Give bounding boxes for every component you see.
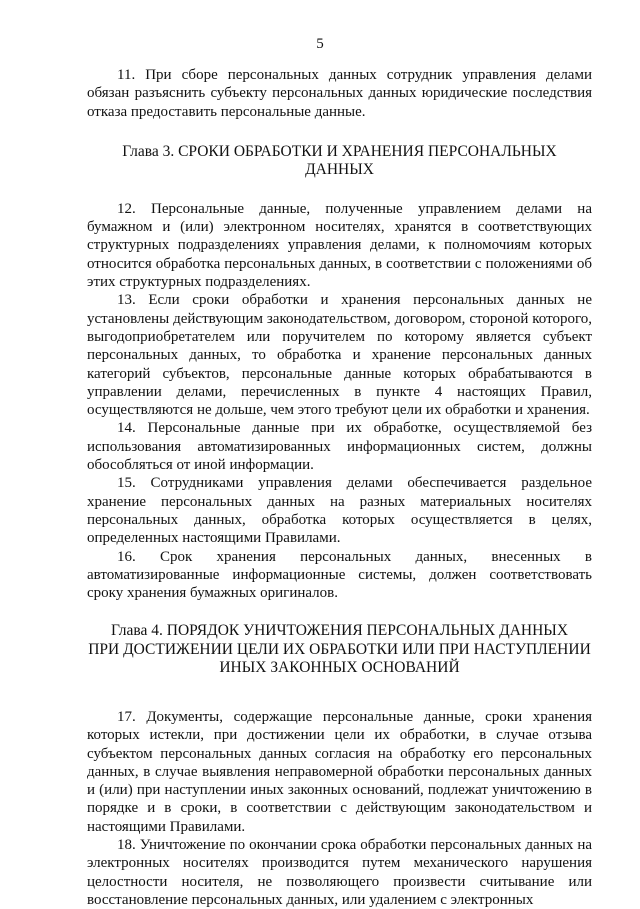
paragraph-16: 16. Срок хранения персональных данных, внесенных в автоматизированные информационные системы, должен соответствовать сроку хранения бумажных оригиналов. — [87, 548, 592, 602]
paragraph-12: 12. Персональные данные, полученные управлением делами на бумажном и (или) электронном носителях, хранятся в соответствующих структурных подразделениях управления делами, к полномочиям которых относится обработка персональных данных, в соответствии с положениями об этих структурных подразделениях. — [87, 200, 592, 291]
chapter-3-heading: Глава 3. СРОКИ ОБРАБОТКИ И ХРАНЕНИЯ ПЕРСОНАЛЬНЫХ ДАННЫХ — [122, 142, 557, 179]
paragraph-14: 14. Персональные данные при их обработке, осуществляемой без использования автоматизированных информационных систем, должны обособляться от иной информации. — [87, 420, 592, 474]
chapter-4-heading-line-3: ИНЫХ ЗАКОННЫХ ОСНОВАНИЙ — [219, 659, 460, 677]
paragraph-18: 18. Уничтожение по окончании срока обработки персональных данных на электронных носителях производится путем механического нарушения целостности носителя, не позволяющего произвести считывание или восстановление персональных данных, или удалением с электронных — [87, 837, 592, 908]
chapter-4-heading-line-2: ПРИ ДОСТИЖЕНИИ ЦЕЛИ ИХ ОБРАБОТКИ ИЛИ ПРИ НАСТУПЛЕНИИ — [88, 640, 591, 658]
page-number: 5 — [316, 36, 324, 52]
document-body — [87, 66, 592, 909]
paragraph-11: 11. При сборе персональных данных сотрудник управления делами обязан разъяснить субъекту персональных данных юридические последствия отказа предоставить персональные данные. — [87, 67, 592, 120]
chapter-4-heading-line-1: Глава 4. ПОРЯДОК УНИЧТОЖЕНИЯ ПЕРСОНАЛЬНЫХ ДАННЫХ — [110, 622, 569, 640]
paragraph-15: 15. Сотрудниками управления делами обеспечивается раздельное хранение персональных данных на разных материальных носителях персональных данных, обработка которых осуществляется в целях, определенных настоящими Правилами. — [87, 475, 592, 547]
chapter-4-heading — [87, 622, 592, 678]
paragraph-13: 13. Если сроки обработки и хранения персональных данных не установлены действующим законодательством, договором, стороной которого, выгодоприобретателем или поручителем по которому является субъект персональных данных, то обработка и хранение персональных данных категорий субъектов, персональные данные которых обрабатываются в управлении делами, перечисленных в пункте 4 настоящих Правил, осуществляются не дольше, чем этого требуют цели их обработки и хранения. — [87, 292, 592, 419]
paragraph-17: 17. Документы, содержащие персональные данные, сроки хранения которых истекли, при достижении цели их обработки, в случае отзыва субъектом персональных данных согласия на обработку его персональных данных, в случае выявления неправомерной обработки персональных данных и (или) при наступлении иных законных оснований, подлежат уничтожению в порядке и в сроки, в соответствии с действующим законодательством и настоящими Правилами. — [87, 708, 592, 835]
